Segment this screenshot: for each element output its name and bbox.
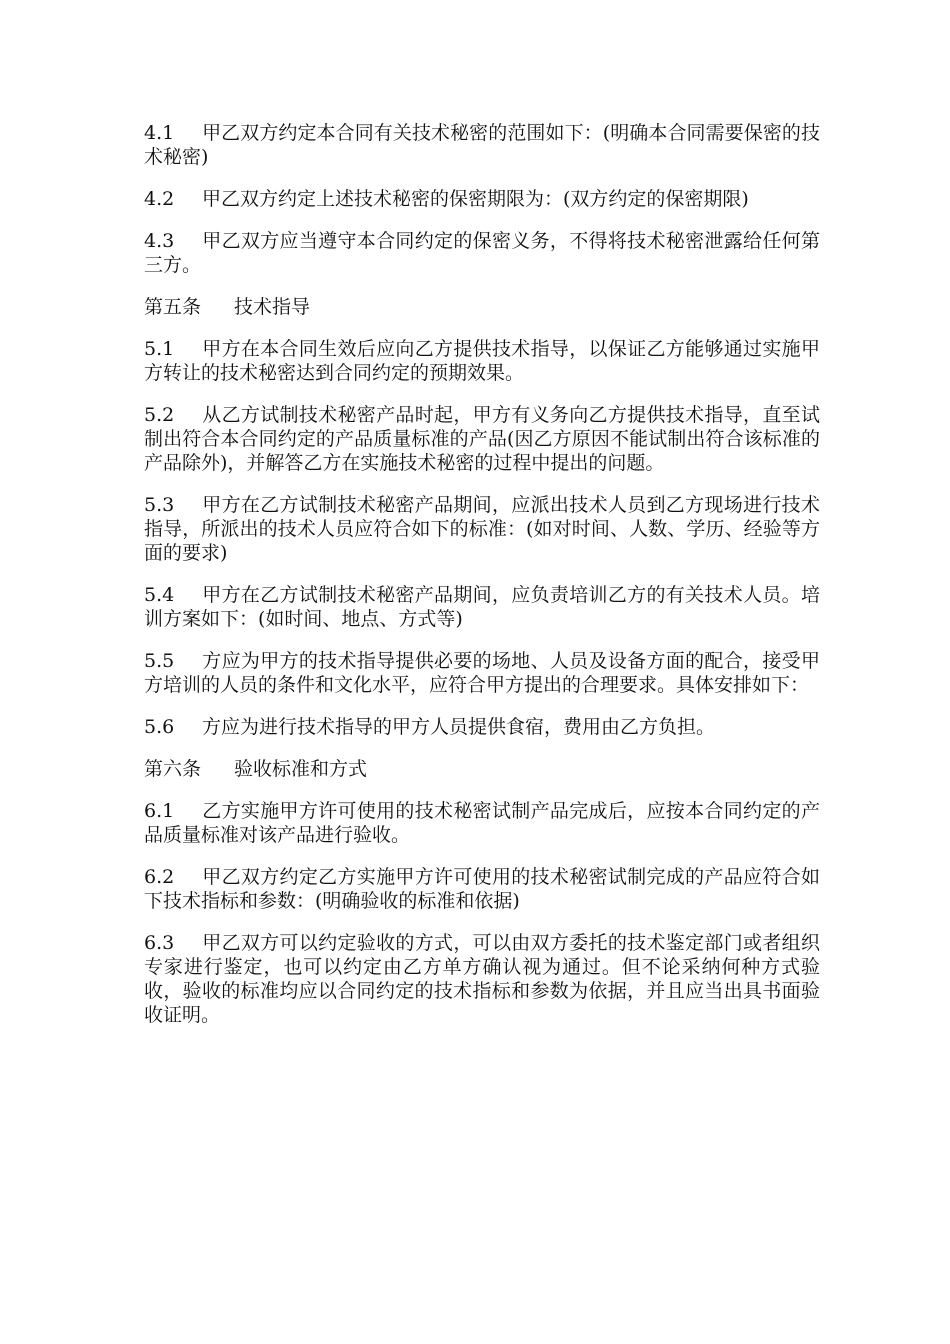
clause-text: 方应为进行技术指导的甲方人员提供食宿，费用由乙方负担。 [202,716,716,738]
clause-number: 4.3 [144,230,175,252]
document-page [144,121,820,1045]
article-title: 验收标准和方式 [234,758,368,780]
clause-number: 6.3 [144,932,175,954]
clause-number: 4.2 [144,188,175,210]
clause-text: 甲方在本合同生效后应向乙方提供技术指导，以保证乙方能够通过实施甲方转让的技术秘密达到合同约定的预期效果。 [144,338,820,384]
clause-5-2 [144,403,820,475]
clause-text: 甲乙双方约定上述技术秘密的保密期限为：(双方约定的保密期限) [202,188,749,210]
clause-text: 甲乙双方应当遵守本合同约定的保密义务，不得将技术秘密泄露给任何第三方。 [144,230,820,276]
clause-number: 6.2 [144,866,175,888]
clause-number: 5.5 [144,650,175,672]
clause-number: 5.3 [144,494,175,516]
clause-text: 从乙方试制技术秘密产品时起，甲方有义务向乙方提供技术指导，直至试制出符合本合同约定的产品质量标准的产品(因乙方原因不能试制出符合该标准的产品除外)，并解答乙方在实施技术秘密的过程中提出的问题。 [144,404,820,474]
clause-text: 甲乙双方约定本合同有关技术秘密的范围如下：(明确本合同需要保密的技术秘密) [144,122,820,168]
clause-text: 乙方实施甲方许可使用的技术秘密试制产品完成后，应按本合同约定的产品质量标准对该产品进行验收。 [144,800,820,846]
clause-4-3 [144,229,820,277]
clause-number: 5.1 [144,338,175,360]
clause-4-1 [144,121,820,169]
clause-text: 方应为甲方的技术指导提供必要的场地、人员及设备方面的配合，接受甲方培训的人员的条件和文化水平，应符合甲方提出的合理要求。具体安排如下： [144,650,820,696]
clause-number: 5.4 [144,584,175,606]
clause-5-3 [144,493,820,565]
clause-number: 5.2 [144,404,175,426]
article-5-heading [144,295,820,319]
clause-number: 5.6 [144,716,175,738]
clause-5-6 [144,715,820,739]
clause-number: 4.1 [144,122,175,144]
clause-6-1 [144,799,820,847]
clause-6-2 [144,865,820,913]
clause-6-3 [144,931,820,1027]
clause-text: 甲乙双方可以约定验收的方式，可以由双方委托的技术鉴定部门或者组织专家进行鉴定，也可以约定由乙方单方确认视为通过。但不论采纳何种方式验收，验收的标准均应以合同约定的技术指标和参数为依据，并且应当出具书面验收证明。 [144,932,820,1026]
clause-4-2 [144,187,820,211]
clause-5-1 [144,337,820,385]
clause-5-5 [144,649,820,697]
article-number: 第六条 [144,758,202,780]
clause-text: 甲方在乙方试制技术秘密产品期间，应负责培训乙方的有关技术人员。培训方案如下：(如时间、地点、方式等) [144,584,820,630]
clause-text: 甲乙双方约定乙方实施甲方许可使用的技术秘密试制完成的产品应符合如下技术指标和参数：(明确验收的标准和依据) [144,866,820,912]
clause-text: 甲方在乙方试制技术秘密产品期间，应派出技术人员到乙方现场进行技术指导，所派出的技术人员应符合如下的标准：(如对时间、人数、学历、经验等方面的要求) [144,494,820,564]
article-title: 技术指导 [234,296,311,318]
article-number: 第五条 [144,296,202,318]
article-6-heading [144,757,820,781]
clause-5-4 [144,583,820,631]
clause-number: 6.1 [144,800,175,822]
